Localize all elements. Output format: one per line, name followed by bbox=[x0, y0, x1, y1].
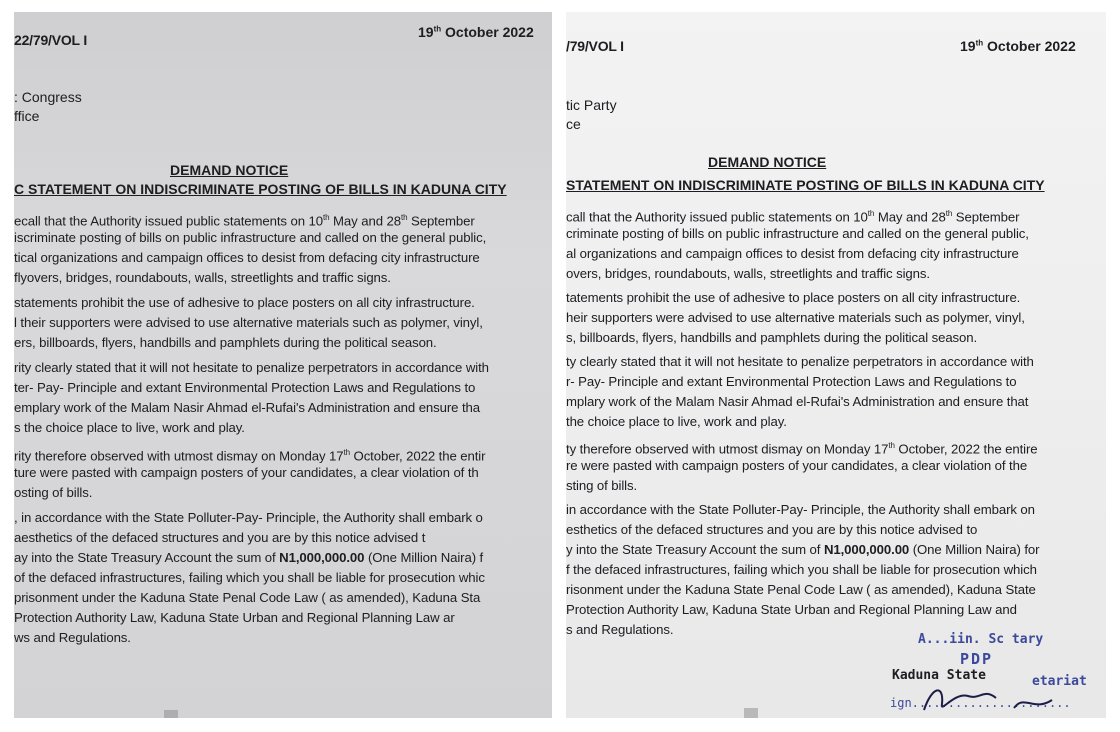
body-line: in accordance with the State Polluter-Pay- Principle, the Authority shall embark on bbox=[566, 502, 1035, 517]
body-line: risonment under the Kaduna State Penal Code Law ( as amended), Kaduna State bbox=[566, 582, 1036, 597]
body-line: emplary work of the Malam Nasir Ahmad el-Rufai's Administration and ensure tha bbox=[14, 400, 481, 415]
body-line: s and Regulations. bbox=[566, 622, 674, 637]
body-line: of the defaced infrastructures, failing which you shall be liable for prosecution whic bbox=[14, 570, 485, 585]
stamp-sign-line: ign...................... bbox=[890, 696, 1071, 710]
reference-number: 22/79/VOL I bbox=[14, 32, 88, 48]
body-line: overs, bridges, roundabouts, walls, streetlights and traffic signs. bbox=[566, 266, 930, 281]
body-line: heir supporters were advised to use alternative materials such as polymer, vinyl, bbox=[566, 310, 1025, 325]
notice-heading: DEMAND NOTICE bbox=[170, 162, 289, 178]
body-line: tical organizations and campaign offices to desist from defacing city infrastructure bbox=[14, 250, 480, 265]
stamp-state: Kaduna State bbox=[892, 668, 986, 683]
body-line: ers, billboards, flyers, handbills and pamphlets during the political season. bbox=[14, 335, 437, 350]
recipient-address: tic Party ce bbox=[566, 97, 617, 132]
body-line: s, billboards, flyers, handbills and pamphlets during the political season. bbox=[566, 330, 978, 345]
body-line: f the defaced infrastructures, failing which you shall be liable for prosecution which bbox=[566, 562, 1037, 577]
paper-mark bbox=[744, 708, 758, 718]
body-line: , in accordance with the State Polluter-Pay- Principle, the Authority shall embark o bbox=[14, 510, 483, 525]
amount-demanded: N1,000,000.00 bbox=[279, 550, 365, 565]
body-line: ture were pasted with campaign posters of your candidates, a clear violation of th bbox=[14, 465, 479, 480]
body-line: rity therefore observed with utmost dismay on Monday 17th October, 2022 the entir bbox=[14, 448, 486, 464]
body-line: rity clearly stated that it will not hesitate to penalize perpetrators in accordance with bbox=[14, 360, 489, 375]
body-line: Protection Authority Law, Kaduna State Urban and Regional Planning Law and bbox=[566, 602, 1017, 617]
stamp-party: PDP bbox=[960, 650, 994, 668]
body-line: Protection Authority Law, Kaduna State Urban and Regional Planning Law ar bbox=[14, 610, 455, 625]
document-photo-right bbox=[566, 12, 1106, 718]
body-line: ws and Regulations. bbox=[14, 630, 131, 645]
notice-subheading: C STATEMENT ON INDISCRIMINATE POSTING OF BILLS IN KADUNA CITY bbox=[14, 181, 507, 197]
body-line: al organizations and campaign offices to desist from defacing city infrastructure bbox=[566, 246, 1019, 261]
body-line: flyovers, bridges, roundabouts, walls, streetlights and traffic signs. bbox=[14, 270, 391, 285]
paper-mark bbox=[164, 710, 178, 718]
body-line: criminate posting of bills on public infrastructure and called on the general public, bbox=[566, 226, 1029, 241]
body-line: re were pasted with campaign posters of your candidates, a clear violation of the bbox=[566, 458, 1028, 473]
body-line: mplary work of the Malam Nasir Ahmad el-Rufai's Administration and ensure that bbox=[566, 394, 1029, 409]
body-line: s the choice place to live, work and play. bbox=[14, 420, 245, 435]
body-line: iscriminate posting of bills on public infrastructure and called on the general public, bbox=[14, 230, 487, 245]
body-line: r- Pay- Principle and extant Environmental Protection Laws and Regulations to bbox=[566, 374, 1017, 389]
body-line: ter- Pay- Principle and extant Environmental Protection Laws and Regulations to bbox=[14, 380, 476, 395]
body-line: ecall that the Authority issued public statements on 10th May and 28th September bbox=[14, 213, 475, 229]
body-line: y into the State Treasury Account the sum of N1,000,000.00 (One Million Naira) for bbox=[566, 542, 1040, 557]
body-line: l their supporters were advised to use alternative materials such as polymer, vinyl, bbox=[14, 315, 483, 330]
document-date: 19th October 2022 bbox=[960, 38, 1076, 54]
body-line: the choice place to live, work and play. bbox=[566, 414, 787, 429]
notice-subheading: STATEMENT ON INDISCRIMINATE POSTING OF BILLS IN KADUNA CITY bbox=[566, 177, 1045, 193]
body-line: aesthetics of the defaced structures and you are by this notice advised t bbox=[14, 530, 426, 545]
body-line: statements prohibit the use of adhesive to place posters on all city infrastructure. bbox=[14, 295, 475, 310]
body-line: call that the Authority issued public statements on 10th May and 28th September bbox=[566, 209, 1020, 225]
body-line: prisonment under the Kaduna State Penal Code Law ( as amended), Kaduna Sta bbox=[14, 590, 481, 605]
body-line: tatements prohibit the use of adhesive to place posters on all city infrastructure. bbox=[566, 290, 1021, 305]
body-line: osting of bills. bbox=[14, 485, 93, 500]
body-line: ty clearly stated that it will not hesitate to penalize perpetrators in accordance with bbox=[566, 354, 1034, 369]
notice-body bbox=[14, 208, 552, 678]
stamp-title: A...iin. Sc tary bbox=[918, 632, 1044, 647]
recipient-address: : Congress ffice bbox=[14, 89, 82, 124]
notice-heading: DEMAND NOTICE bbox=[708, 154, 827, 170]
body-line: esthetics of the defaced structures and you are by this notice advised to bbox=[566, 522, 978, 537]
amount-demanded: N1,000,000.00 bbox=[823, 542, 910, 557]
notice-body bbox=[566, 204, 1106, 664]
signature-scribble bbox=[884, 682, 1084, 716]
body-line: ty therefore observed with utmost dismay on Monday 17th October, 2022 the entire bbox=[566, 441, 1038, 457]
document-photo-left bbox=[14, 12, 552, 718]
stamp-secretariat: etariat bbox=[1032, 674, 1087, 689]
reference-number: /79/VOL I bbox=[566, 38, 624, 54]
document-date: 19th October 2022 bbox=[418, 24, 534, 40]
body-line: ay into the State Treasury Account the sum of N1,000,000.00 (One Million Naira) f bbox=[14, 550, 484, 565]
body-line: sting of bills. bbox=[566, 478, 638, 493]
